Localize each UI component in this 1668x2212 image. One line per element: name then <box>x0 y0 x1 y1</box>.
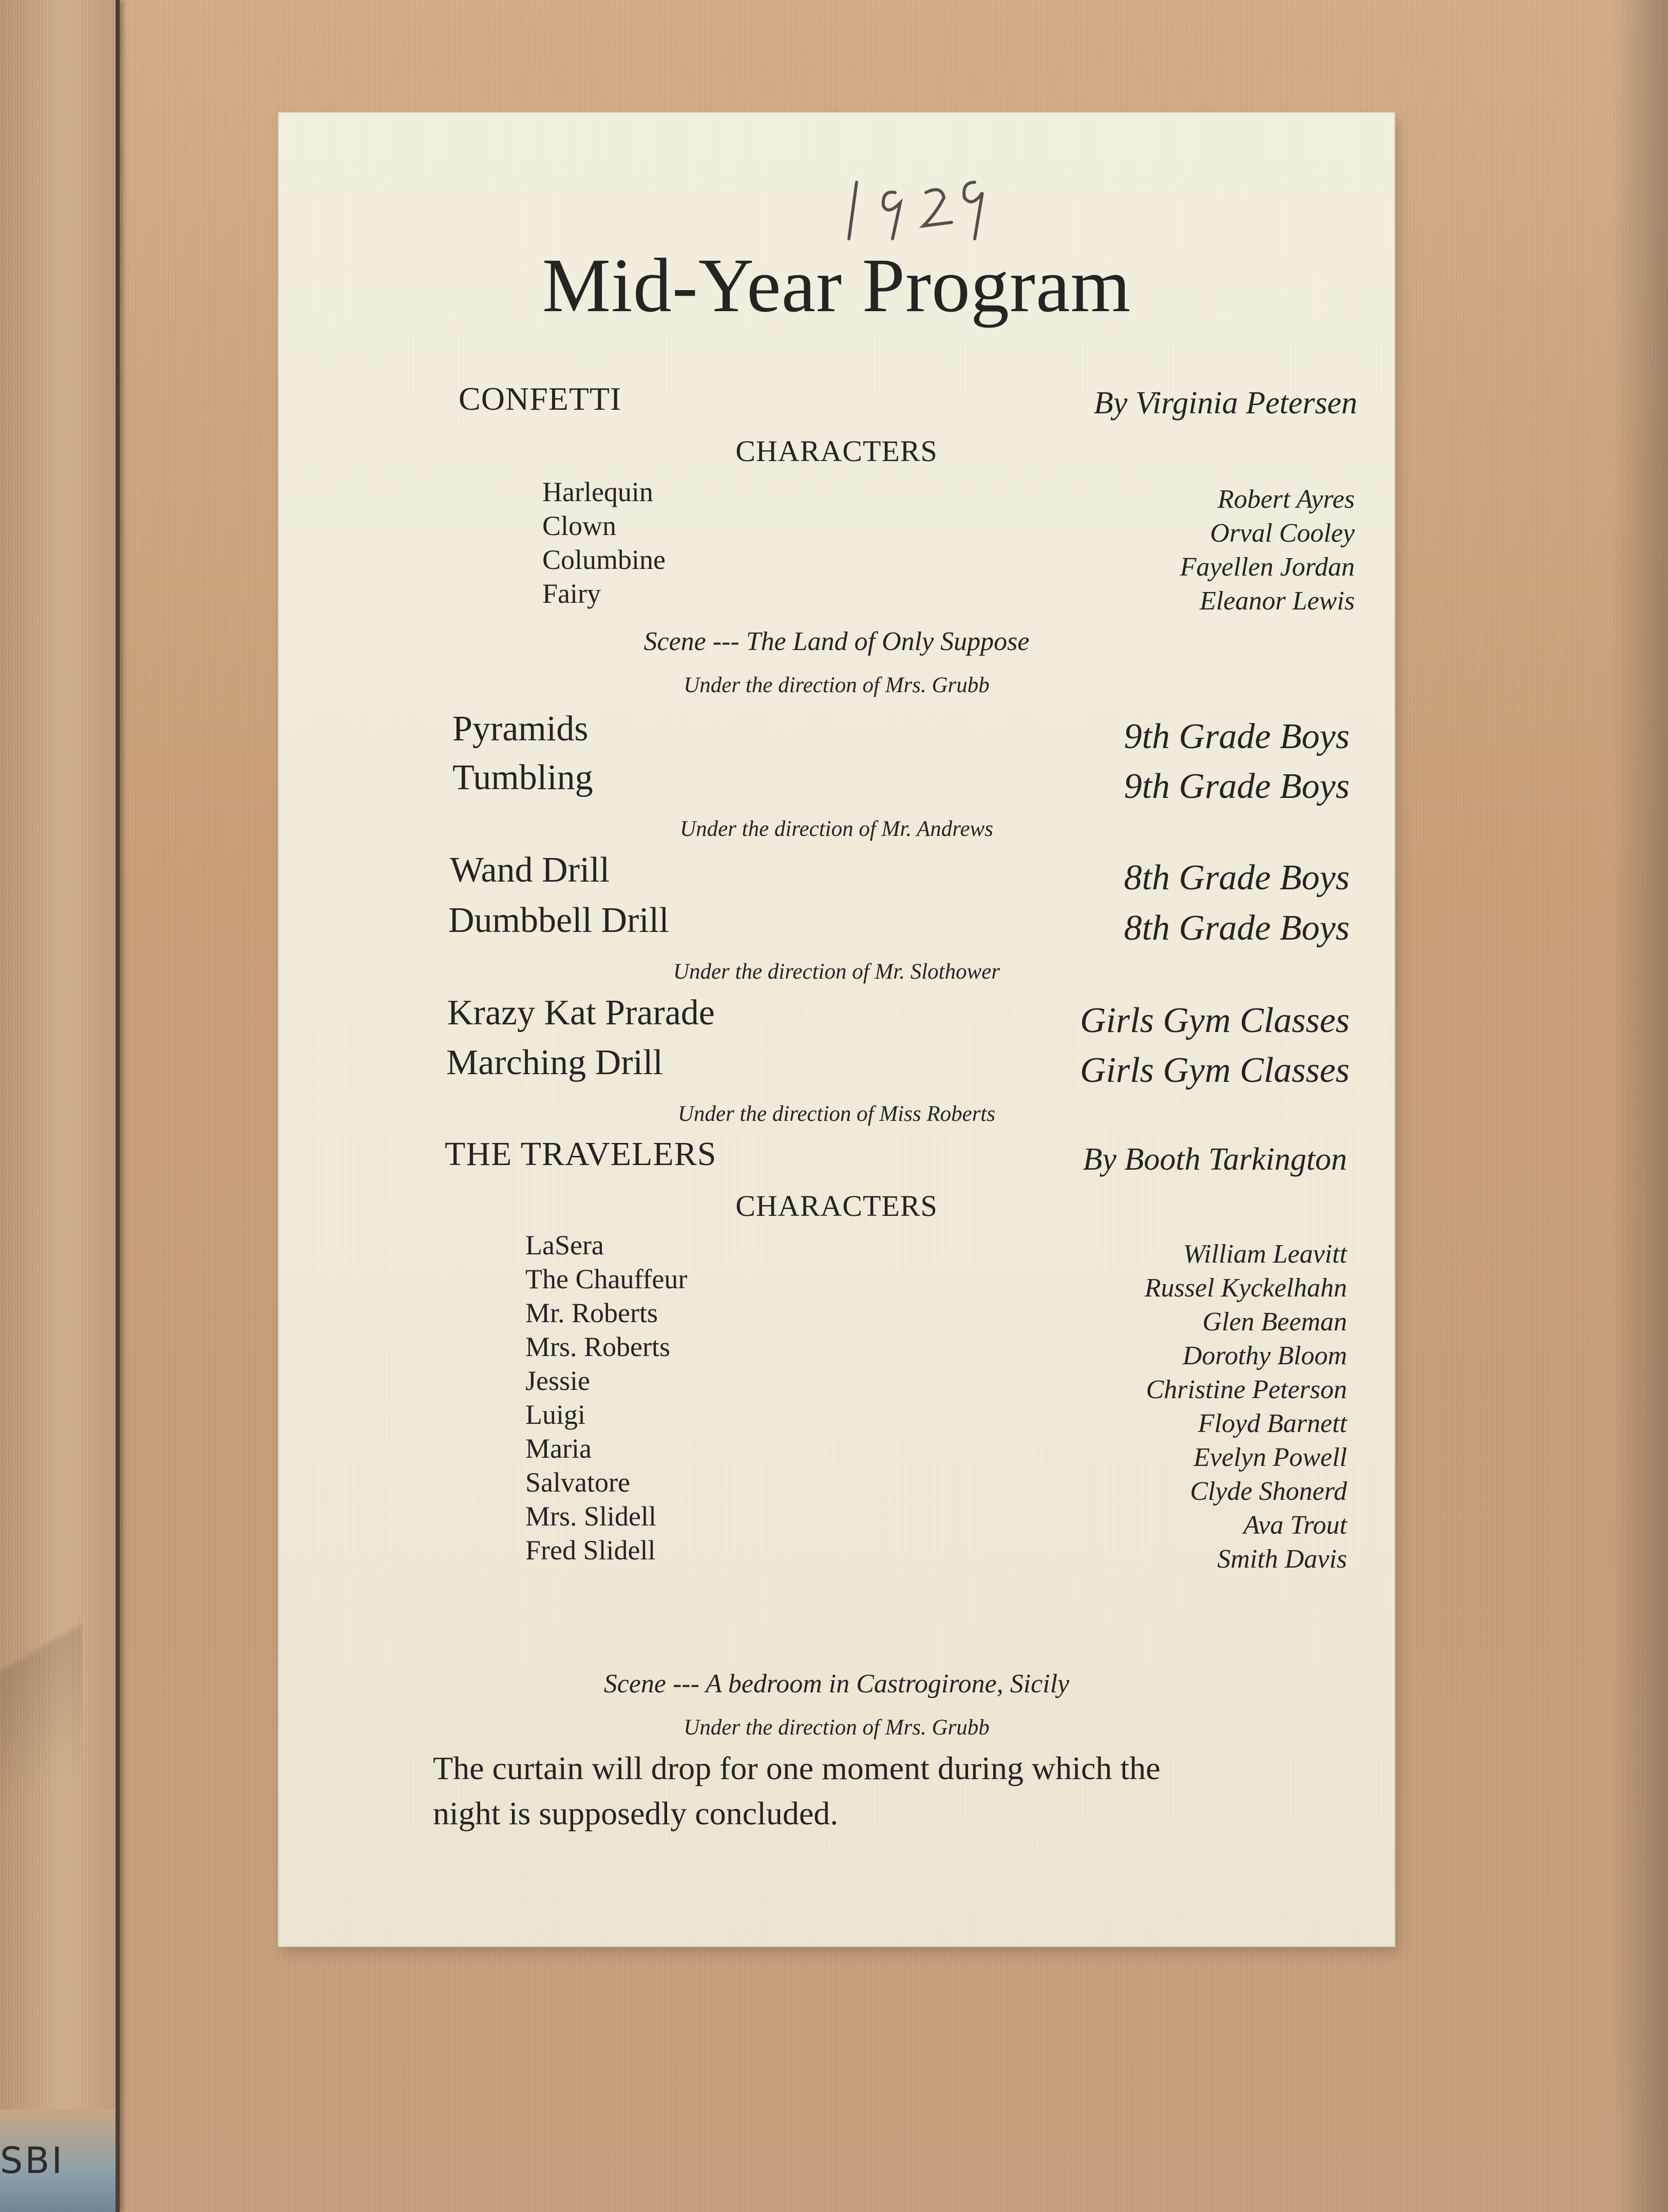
role: Salvatore <box>525 1467 630 1498</box>
role: Maria <box>525 1433 592 1464</box>
closing-note: The curtain will drop for one moment during which the night is supposedly concluded. <box>433 1750 1161 1832</box>
actor: Robert Ayres <box>1217 485 1355 514</box>
role: Clown <box>542 510 617 541</box>
role: LaSera <box>525 1230 604 1261</box>
actor: Fayellen Jordan <box>1180 552 1355 582</box>
actor: Russel Kyckelhahn <box>1144 1273 1347 1303</box>
act-name: Pyramids <box>452 709 589 749</box>
play1-roles <box>542 475 666 611</box>
album-binding-strip <box>0 0 120 2212</box>
play2-author: By Booth Tarkington <box>1083 1142 1347 1177</box>
act-name: Wand Drill <box>450 850 610 890</box>
role: Mrs. Roberts <box>525 1331 670 1362</box>
role: Harlequin <box>542 476 653 507</box>
role: Fairy <box>542 578 601 609</box>
actor: Glen Beeman <box>1202 1307 1347 1337</box>
actor: Evelyn Powell <box>1193 1443 1347 1472</box>
play2-scene: Scene --- A bedroom in Castrogirone, Sicily <box>603 1669 1070 1699</box>
actor: Smith Davis <box>1217 1544 1347 1574</box>
act-performers: 9th Grade Boys <box>1124 767 1350 806</box>
act-name: Tumbling <box>452 758 593 797</box>
play1-author: By Virginia Petersen <box>1093 386 1357 421</box>
actor: William Leavitt <box>1183 1240 1347 1269</box>
role: Columbine <box>542 544 666 575</box>
handwritten-year-1929 <box>846 162 1021 244</box>
act-performers: Girls Gym Classes <box>1079 1051 1350 1090</box>
paper-tear <box>0 1361 82 2080</box>
actor: Clyde Shonerd <box>1190 1477 1347 1506</box>
play2-name: THE TRAVELERS <box>445 1135 717 1173</box>
direction-roberts: Under the direction of Miss Roberts <box>677 1102 996 1126</box>
program-title: Mid-Year Program <box>542 243 1131 328</box>
role: Luigi <box>525 1399 585 1430</box>
role: Fred Slidell <box>525 1535 656 1566</box>
actor: Orval Cooley <box>1210 519 1355 548</box>
actor: Eleanor Lewis <box>1200 586 1355 616</box>
play1-direction: Under the direction of Mrs. Grubb <box>684 673 990 697</box>
actor: Floyd Barnett <box>1198 1409 1347 1438</box>
act-performers: 9th Grade Boys <box>1124 717 1350 756</box>
spine-label: SBI <box>0 2140 65 2182</box>
role: Mrs. Slidell <box>525 1501 657 1532</box>
role: Jessie <box>525 1365 590 1396</box>
act-name: Marching Drill <box>446 1043 663 1082</box>
play1-actors <box>946 483 1355 618</box>
direction-slothower: Under the direction of Mr. Slothower <box>673 960 1000 984</box>
direction-andrews: Under the direction of Mr. Andrews <box>680 817 993 841</box>
play1-scene: Scene --- The Land of Only Suppose <box>643 627 1030 656</box>
play2-characters-heading: CHARACTERS <box>735 1189 938 1223</box>
play1-name: CONFETTI <box>459 380 622 417</box>
actor: Dorothy Bloom <box>1182 1341 1347 1370</box>
actor: Christine Peterson <box>1146 1375 1347 1404</box>
play2-actors <box>895 1237 1347 1576</box>
role: Mr. Roberts <box>525 1298 658 1328</box>
act-name: Dumbbell Drill <box>448 901 669 940</box>
act-performers: Girls Gym Classes <box>1079 1001 1350 1040</box>
actor: Ava Trout <box>1243 1511 1347 1540</box>
act-performers: 8th Grade Boys <box>1124 908 1350 948</box>
play1-characters-heading: CHARACTERS <box>735 434 938 468</box>
page-edge-shadow <box>1612 0 1668 2212</box>
role: The Chauffeur <box>525 1264 688 1294</box>
act-performers: 8th Grade Boys <box>1124 858 1350 898</box>
program-card <box>279 113 1394 1946</box>
play2-direction: Under the direction of Mrs. Grubb <box>684 1715 990 1740</box>
act-name: Krazy Kat Prarade <box>447 993 715 1033</box>
play2-roles <box>525 1228 687 1567</box>
